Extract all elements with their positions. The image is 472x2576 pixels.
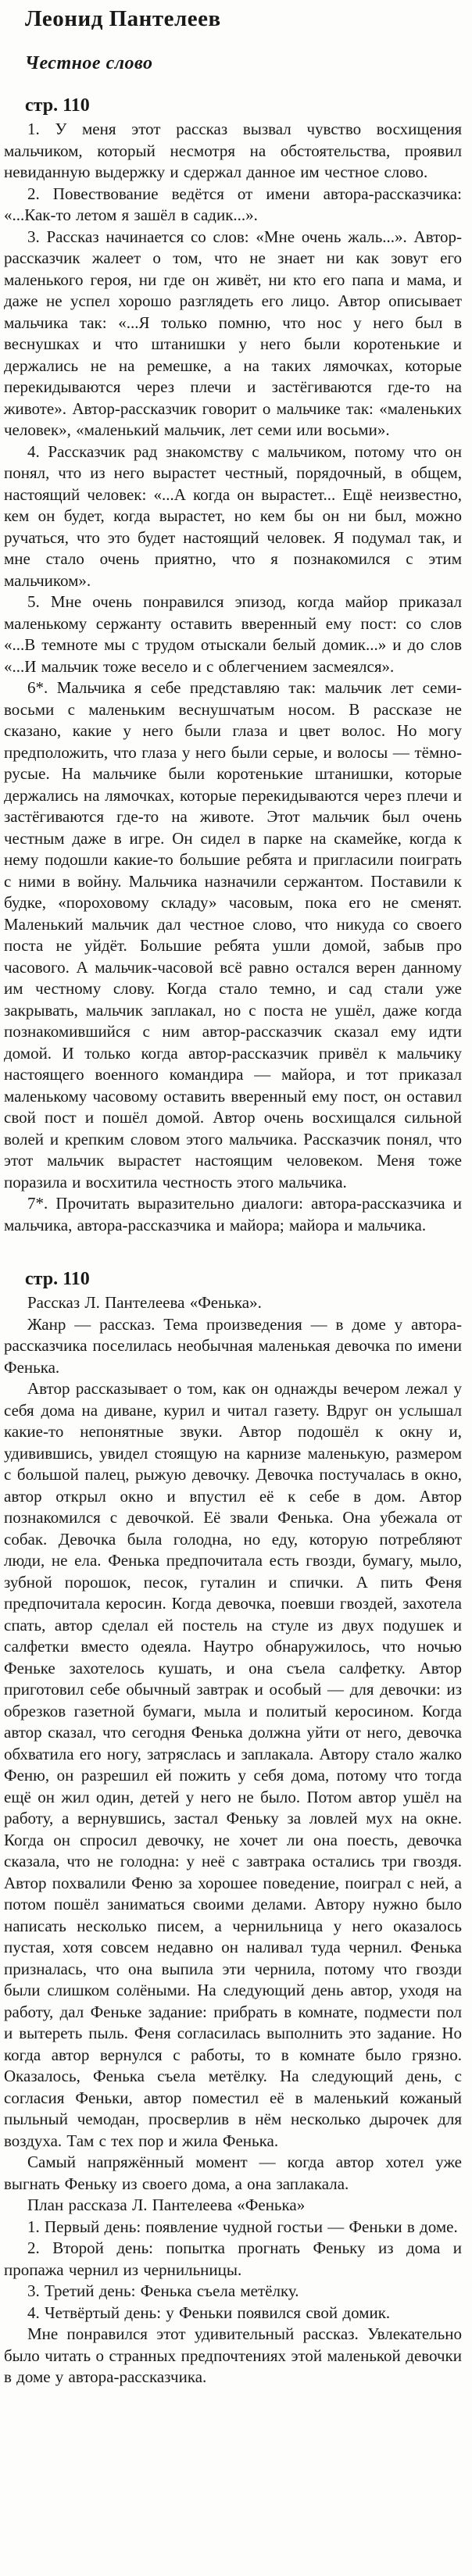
answer-paragraph-3: 3. Рассказ начинается со слов: «Мне очень жаль...». Автор-рассказчик жалеет о том, что не знает ни как зовут его маленького героя, ни где он живёт, ни кто его папа и мама, и даже не успел хорошо разглядеть его лицо. Автор описывает мальчика так: «...Я только помню, что нос у него был в веснушках и что штанишки у него были коротенькие и держались не на ремешке, а на таких лямочках, которые перекидываются через плечи и застёгиваются где-то на животе». Автор-рассказчик говорит о мальчике так: «маленьких человек», «маленький мальчик, лет семи или восьми». bbox=[4, 227, 462, 439]
climax-paragraph: Самый напряжённый момент — когда автор хотел уже выгнать Феньку из своего дома, а она заплакала. bbox=[4, 2153, 462, 2193]
plan-item-4: 4. Четвёртый день: у Феньки появился свой домик. bbox=[27, 2303, 391, 2322]
genre-theme-paragraph: Жанр — рассказ. Тема произведения — в доме у автора-рассказчика поселилась необычная маленькая девочка по имени Фенька. bbox=[4, 1314, 462, 1377]
author-heading: Леонид Пантелеев bbox=[25, 6, 221, 31]
story-title-paragraph: Рассказ Л. Пантелеева «Фенька». bbox=[27, 1293, 262, 1312]
answer-paragraph-2: 2. Повествование ведётся от имени автора-рассказчика: «...Как-то летом я зашёл в садик...». bbox=[4, 184, 462, 224]
plan-title-paragraph: План рассказа Л. Пантелеева «Фенька» bbox=[27, 2195, 306, 2214]
answer-paragraph-1: 1. У меня этот рассказ вызвал чувство восхищения мальчиком, который несмотря на обстоятельства, проявил невиданную выдержку и сдержал данное им честное слово. bbox=[4, 120, 462, 181]
page-reference-2: стр. 110 bbox=[25, 1269, 90, 1289]
work-title: Честное слово bbox=[25, 53, 153, 73]
retelling-paragraph: Автор рассказывает о том, как он однажды вечером лежал у себя дома на диване, курил и читал газету. Вдруг он услышал какие-то непонятные звуки. Автор подошёл к окну и, удивившись, увидел стоящую на карнизе маленькую, размером с большой палец, рыжую девочку. Девочка постучалась в окно, автор открыл окно и впустил её к себе в дом. Автор познакомился с девочкой. Её звали Фенька. Она убежала от собак. Девочка была голодна, но еду, которую потребляют люди, не ела. Фенька предпочитала есть гвозди, бумагу, мыло, зубной порошок, песок, гуталин и спички. А пить Феня предпочитала керосин. Когда девочка, поевши гвоздей, захотела спать, автор сделал ей постель на стуле из двух подушек и салфетки вместо одеяла. Наутро обнаружилось, что ночью Феньке захотелось кушать, и она съела салфетку. Автор приготовил себе обычный завтрак и особый — для девочки: из обрезков газетной бумаги, мыла и политый керосином. Когда автор сказал, что сегодня Фенька должна уйти от него, девочка обхватила его ногу, затряслась и заплакала. Автору стало жалко Феню, он разрешил ей пожить у себя дома, потому что тогда ещё он жил один, детей у него не было. Потом автор ушёл на работу, а вернувшись, застал Феньку за ловлей мух на окне. Когда он спросил девочку, не хочет ли она поесть, девочка сказала, что не голодна: у неё с завтрака остались три гвоздя. Автор похвалили Феню за хорошее поведение, поиграл с ней, а потом пошёл заниматься своими делами. Автору нужно было написать несколько писем, а чернильница у него оказалось пустая, хотя совсем недавно он наливал туда чернил. Фенька призналась, что она выпила эти чернила, потому что гвозди были слишком солёными. На следующий день автор, уходя на работу, дал Феньке задание: прибрать в комнате, подмести пол и вытереть пыль. Феня согласилась выполнить это задание. Но когда автор вернулся с работы, то в комнате было грязно. Оказалось, Фенька съела метёлку. На следующий день, с согласия Феньки, автор поместил её в маленький кожаный пыльный чемодан, просверлив в нём несколько дырочек для воздуха. Там с тех пор и жила Фенька. bbox=[4, 1379, 462, 2150]
answer-paragraph-6: 6*. Мальчика я себе представляю так: мальчик лет семи-восьми с маленьким веснушчатым носом. В рассказе не сказано, какие у него были глаза и цвет волос. Но могу предположить, что глаза у него были серые, и волосы — тёмно-русые. На мальчике были коротенькие штанишки, которые держались на лямочках, которые перекидываются через плечи и застёгиваются где-то на животе. Этот мальчик был очень честным даже в игре. Он сидел в парке на скамейке, когда к нему подошли какие-то большие ребята и пригласили поиграть с ними в войну. Мальчика назначили сержантом. Поставили к будке, «пороховому складу» часовым, пока его не сменят. Маленький мальчик дал честное слово, что никуда со своего поста не уйдёт. Большие ребята ушли домой, забыв про часового. А мальчик-часовой всё равно остался верен данному им честному слову. Когда стало темно, и сад стали уже закрывать, мальчик заплакал, но с поста не ушёл, даже когда познакомившийся с ним автор-рассказчик сказал ему идти домой. И только когда автор-рассказчик привёл к мальчику настоящего военного командира — майора, и тот приказал маленькому часовому оставить вверенный ему пост, он оставил свой пост и пошёл домой. Автор очень восхищался сильной волей и крепким словом этого мальчика. Рассказчик понял, что этот мальчик вырастет настоящим человеком. Меня тоже поразила и восхитила честность этого мальчика. bbox=[4, 678, 462, 1192]
answer-paragraph-4: 4. Рассказчик рад знакомству с мальчиком, потому что он понял, что из него вырастет честный, порядочный, в общем, настоящий человек: «...А когда он вырастет... Ещё неизвестно, кем он будет, когда вырастет, но кем бы он ни был, можно ручаться, что это будет настоящий человек. Я подумал так, и мне стало очень приятно, что я познакомился с этим мальчиком». bbox=[4, 441, 462, 590]
plan-item-2: 2. Второй день: попытка прогнать Феньку из дома и пропажа чернил из чернильницы. bbox=[4, 2238, 462, 2279]
page-reference-1: стр. 110 bbox=[25, 95, 90, 116]
plan-item-1: 1. Первый день: появление чудной гостьи — Феньки в доме. bbox=[27, 2217, 458, 2236]
conclusion-paragraph: Мне понравился этот удивительный рассказ. Увлекательно было читать о странных предпочтениях этой маленькой девочки в доме у автора-рассказчика. bbox=[4, 2324, 462, 2386]
plan-item-3: 3. Третий день: Фенька съела метёлку. bbox=[27, 2281, 299, 2300]
answer-paragraph-7: 7*. Прочитать выразительно диалоги: автора-рассказчика и мальчика, автора-рассказчика и майора; майора и мальчика. bbox=[4, 1194, 462, 1234]
answer-paragraph-5: 5. Мне очень понравился эпизод, когда майор приказал маленькому сержанту оставить вверенный ему пост: со слов «...В темноте мы с трудом отыскали белый домик...» и до слов «...И мальчик тоже весело и с облегчением засмеялся». bbox=[4, 592, 462, 676]
